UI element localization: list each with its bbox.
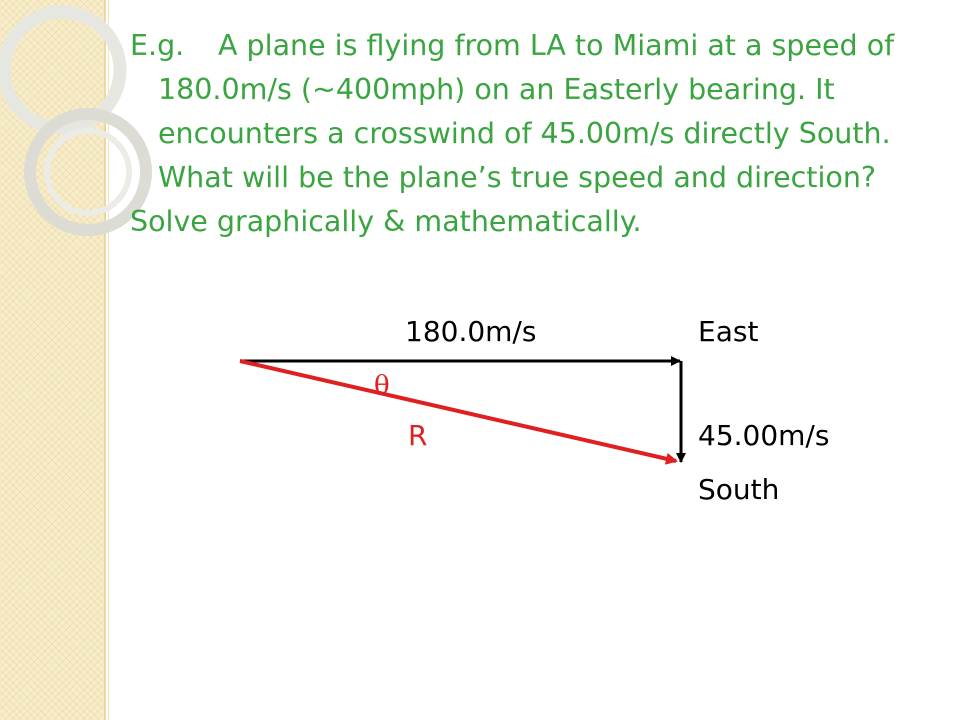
angle-theta-label: θ [374,371,390,401]
problem-question: A plane is flying from LA to Miami at a speed of 180.0m/s (~400mph) on an Easterly bearing. It encounters a crosswind of 45.00m/s directly South. What will be the plane’s true speed and direction? [158,29,895,194]
east-direction-label: East [698,315,759,348]
east-magnitude-label: 180.0m/s [405,315,537,348]
example-prefix: E.g. [130,29,185,62]
solve-instruction: Solve graphically & mathematically. [130,205,642,238]
south-direction-label: South [698,473,780,506]
resultant-vector-arrow [240,361,676,461]
south-magnitude-label: 45.00m/s [698,419,830,452]
resultant-label: R [408,419,428,452]
